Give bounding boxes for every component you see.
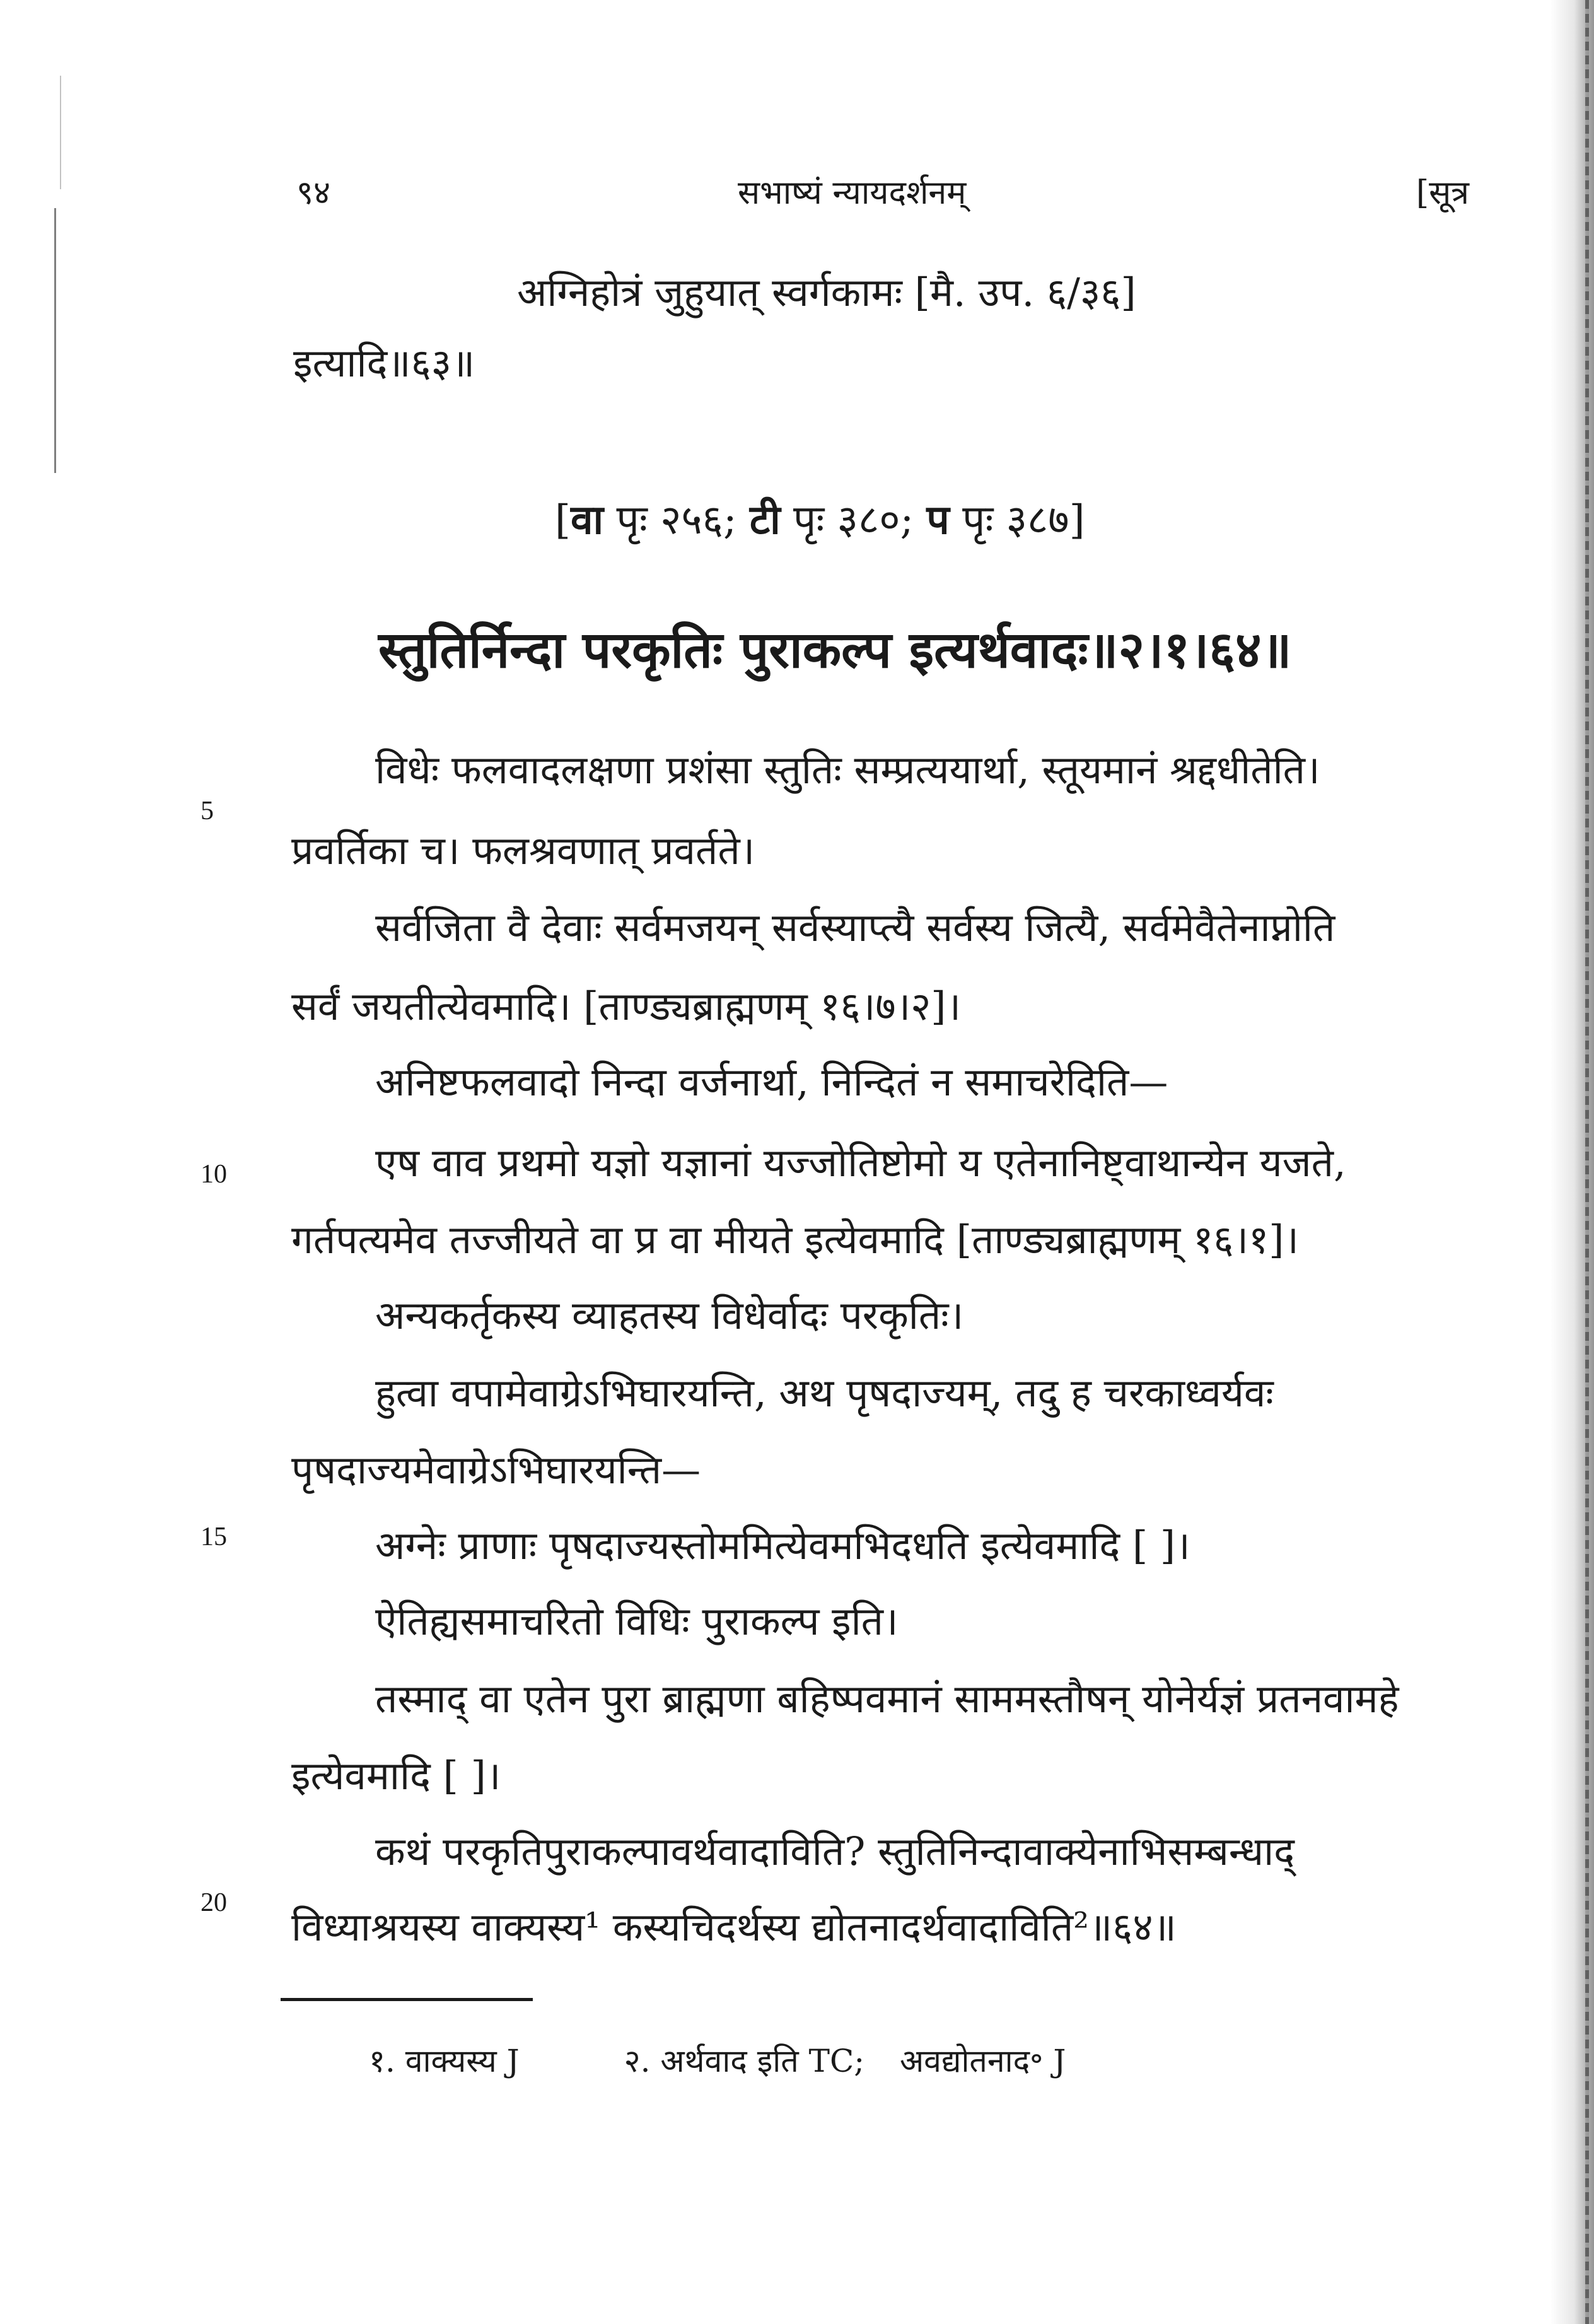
text-line-3: सर्वजिता वै देवाः सर्वमजयन् सर्वस्याप्त्यै सर्वस्य जित्यै, सर्वमेवैतेनाप्नोति	[375, 904, 1335, 950]
text-line-16: विध्याश्रयस्य वाक्यस्य¹ कस्यचिदर्थस्य द्योतनादर्थवादाविति²॥६४॥	[291, 1904, 1177, 1950]
footnote-rule	[281, 1998, 533, 2001]
text-line-9: हुत्वा वपामेवाग्रेऽभिघारयन्ति, अथ पृषदाज्यम्, तदु ह चरकाध्वर्यवः	[375, 1370, 1274, 1416]
commentary-references: [वा पृः २५६; टी पृः ३८०; प पृः ३८७]	[555, 496, 1085, 544]
text-line-8: अन्यकर्तृकस्य व्याहतस्य विधेर्वादः परकृतिः।	[375, 1292, 964, 1338]
page-edge-texture	[1585, 0, 1589, 2324]
footnote-2: २. अर्थवाद इति TC;	[624, 2043, 865, 2079]
footnote-2-variant: अवद्योतनाद॰ J	[899, 2043, 1066, 2079]
text-line-10: पृषदाज्यमेवाग्रेऽभिघारयन्ति—	[291, 1447, 701, 1493]
ref-va: वा	[570, 496, 604, 544]
text-line-1: विधेः फलवादलक्षणा प्रशंसा स्तुतिः सम्प्रत्ययार्था, स्तूयमानं श्रद्दधीतेति।	[375, 747, 1320, 793]
line-number-5: 5	[201, 797, 214, 826]
text-line-2: प्रवर्तिका च। फलश्रवणात् प्रवर्तते।	[291, 827, 755, 873]
ref-ti: टी	[749, 496, 781, 544]
text-line-7: गर्तपत्यमेव तज्जीयते वा प्र वा मीयते इत्येवमादि [ताण्ड्यब्राह्मणम् १६।१]।	[291, 1217, 1299, 1263]
ityadi-line: इत्यादि॥६३॥	[293, 340, 475, 386]
text-line-4: सर्वं जयतीत्येवमादि। [ताण्ड्यब्राह्मणम् १६।७।२]।	[291, 983, 961, 1029]
running-header	[296, 169, 1469, 219]
text-line-5: अनिष्टफलवादो निन्दा वर्जनार्था, निन्दितं न समाचरेदिति—	[375, 1059, 1168, 1105]
page-number: ९४	[296, 174, 331, 212]
text-line-15: कथं परकृतिपुराकल्पावर्थवादाविति? स्तुतिनिन्दावाक्येनाभिसम्बन्धाद्	[375, 1828, 1295, 1874]
scan-margin-mark-top	[60, 76, 61, 189]
text-line-12: ऐतिह्यसमाचरितो विधिः पुराकल्प इति।	[375, 1598, 899, 1644]
line-number-10: 10	[201, 1160, 227, 1189]
footnote-1: १. वाक्यस्य J	[369, 2043, 520, 2079]
footnotes	[369, 2038, 1066, 2081]
line-number-20: 20	[201, 1888, 227, 1917]
section-label: [सूत्र	[1416, 174, 1469, 212]
text-line-14: इत्येवमादि [ ]।	[291, 1753, 501, 1799]
quote-line: अग्निहोत्रं जुहुयात् स्वर्गकामः [मै. उप. ६/३६]	[517, 269, 1136, 315]
text-line-6: एष वाव प्रथमो यज्ञो यज्ञानां यज्जोतिष्टोमो य एतेनानिष्ट्वाथान्येन यजते,	[375, 1140, 1346, 1186]
text-line-13: तस्माद् वा एतेन पुरा ब्राह्मणा बहिष्पवमानं साममस्तौषन् योनेर्यज्ञं प्रतनवामहे	[375, 1676, 1399, 1722]
running-title: सभाष्यं न्यायदर्शनम्	[738, 174, 967, 212]
line-number-15: 15	[201, 1522, 227, 1551]
text-line-11: अग्नेः प्राणाः पृषदाज्यस्तोममित्येवमभिदधति इत्येवमादि [ ]।	[375, 1522, 1190, 1568]
ref-pa: प	[926, 496, 950, 544]
sutra-heading: स्तुतिर्निन्दा परकृतिः पुराकल्प इत्यर्थवादः॥२।१।६४॥	[378, 620, 1292, 679]
scan-margin-mark	[54, 208, 56, 473]
